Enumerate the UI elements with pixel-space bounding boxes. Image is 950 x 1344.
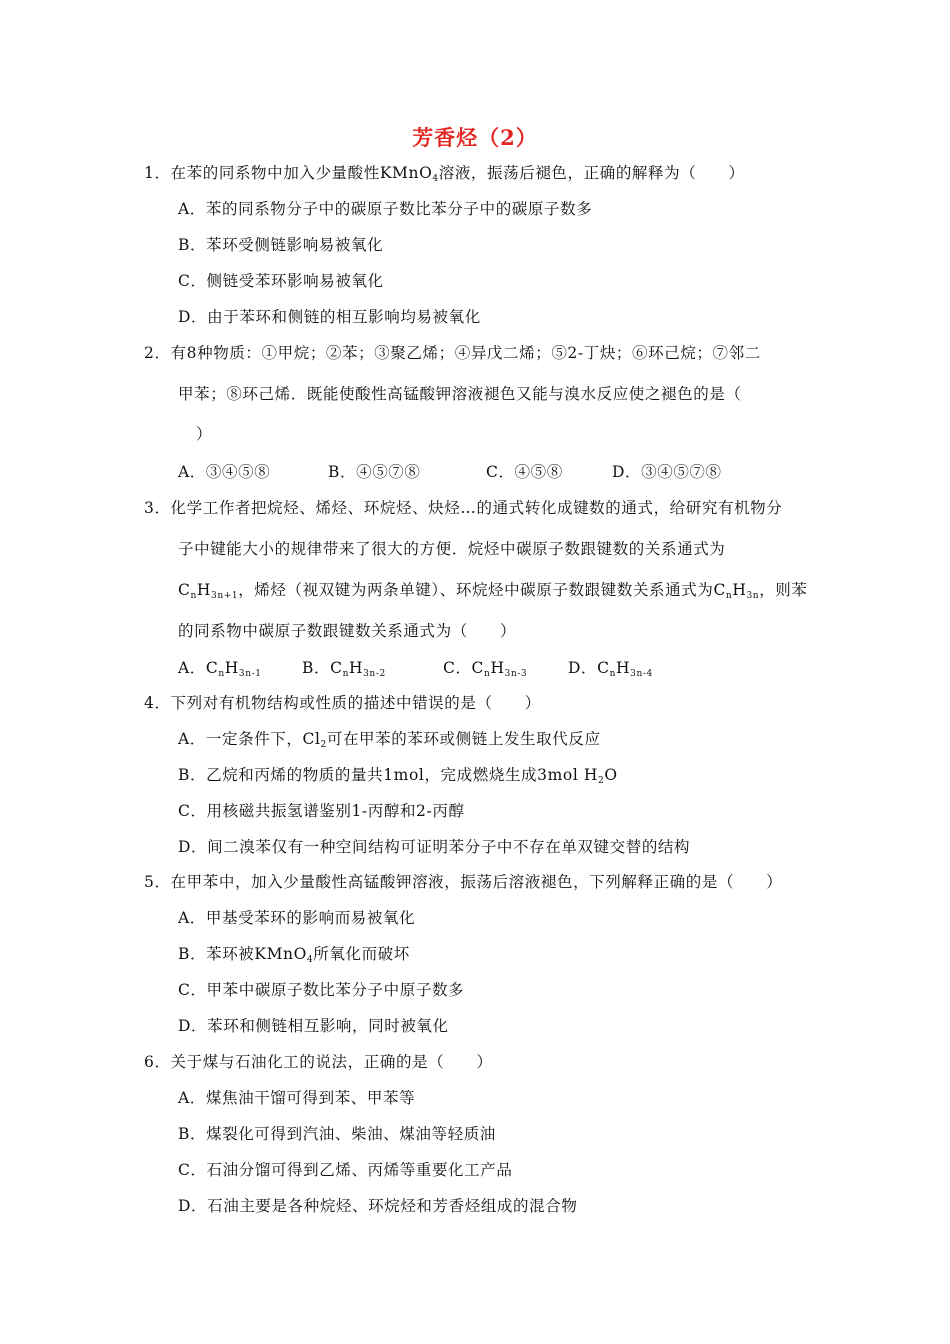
question-2-option-a: A．③④⑤⑧ [178, 463, 271, 481]
question-2-stem-line3: ） [196, 425, 213, 443]
question-2-option-c: C．④⑤⑧ [486, 463, 563, 481]
question-4-option-b: B．乙烷和丙烯的物质的量共1mol，完成燃烧生成3mol $H_2O$ [178, 766, 618, 786]
question-3-option-d: D．$C_nH_{3n-4}$ [568, 659, 653, 679]
question-2-option-b: B．④⑤⑦⑧ [328, 463, 421, 481]
question-2-option-d: D．③④⑤⑦⑧ [612, 463, 722, 481]
question-4-option-c: C．用核磁共振氢谱鉴别1-丙醇和2-丙醇 [178, 802, 465, 820]
question-6-option-b: B．煤裂化可得到汽油、柴油、煤油等轻质油 [178, 1125, 496, 1143]
question-4-stem: 4．下列对有机物结构或性质的描述中错误的是（ ） [144, 694, 541, 712]
question-3-option-a: A．$C_nH_{3n-1}$ [178, 659, 262, 679]
question-3-stem-line1: 3．化学工作者把烷烃、烯烃、环烷烃、炔烃…的通式转化成键数的通式，给研究有机物分 [144, 499, 783, 517]
question-4-option-d: D．间二溴苯仅有一种空间结构可证明苯分子中不存在单双键交替的结构 [178, 838, 691, 856]
question-6-option-c: C．石油分馏可得到乙烯、丙烯等重要化工产品 [178, 1161, 513, 1179]
question-2-stem-line1: 2．有8种物质：①甲烷；②苯；③聚乙烯；④异戊二烯；⑤2-丁炔；⑥环己烷；⑦邻二 [144, 344, 761, 362]
question-1-option-c: C．侧链受苯环影响易被氧化 [178, 272, 384, 290]
question-5-option-c: C．甲苯中碳原子数比苯分子中原子数多 [178, 981, 465, 999]
question-5-option-d: D．苯环和侧链相互影响，同时被氧化 [178, 1017, 449, 1035]
question-2-stem-line2: 甲苯；⑧环己烯．既能使酸性高锰酸钾溶液褪色又能与溴水反应使之褪色的是（ [178, 385, 742, 403]
question-3-stem-line4: 的同系物中碳原子数跟键数关系通式为（ ） [178, 622, 517, 640]
question-5-stem: 5．在甲苯中，加入少量酸性高锰酸钾溶液，振荡后溶液褪色，下列解释正确的是（ ） [144, 873, 783, 891]
question-1-option-a: A．苯的同系物分子中的碳原子数比苯分子中的碳原子数多 [178, 200, 593, 218]
question-3-option-c: C．$C_nH_{3n-3}$ [443, 659, 528, 679]
question-1-option-d: D．由于苯环和侧链的相互影响均易被氧化 [178, 308, 481, 326]
question-6-option-a: A．煤焦油干馏可得到苯、甲苯等 [178, 1089, 416, 1107]
page-title: 芳香烃（2） [412, 125, 538, 150]
question-3-stem-line2: 子中键能大小的规律带来了很大的方便．烷烃中碳原子数跟键数的关系通式为 [178, 540, 726, 558]
question-5-option-a: A．甲基受苯环的影响而易被氧化 [178, 909, 416, 927]
question-6-option-d: D．石油主要是各种烷烃、环烷烃和芳香烃组成的混合物 [178, 1197, 578, 1215]
question-1-stem: 1．在苯的同系物中加入少量酸性KMnO$_4$溶液，振荡后褪色，正确的解释为（ ） [144, 164, 745, 184]
question-4-option-a: A．一定条件下，$Cl_2$可在甲苯的苯环或侧链上发生取代反应 [178, 730, 601, 750]
question-1-option-b: B．苯环受侧链影响易被氧化 [178, 236, 384, 254]
question-3-stem-line3: $C_nH_{3n+1}$，烯烃（视双键为两条单键）、环烷烃中碳原子数跟键数关系通式为$C_nH_{3n}$，则苯 [178, 581, 808, 601]
question-3-option-b: B．$C_nH_{3n-2}$ [302, 659, 386, 679]
question-6-stem: 6．关于煤与石油化工的说法，正确的是（ ） [144, 1053, 493, 1071]
question-5-option-b: B．苯环被KMnO$_4$所氧化而破坏 [178, 945, 410, 965]
